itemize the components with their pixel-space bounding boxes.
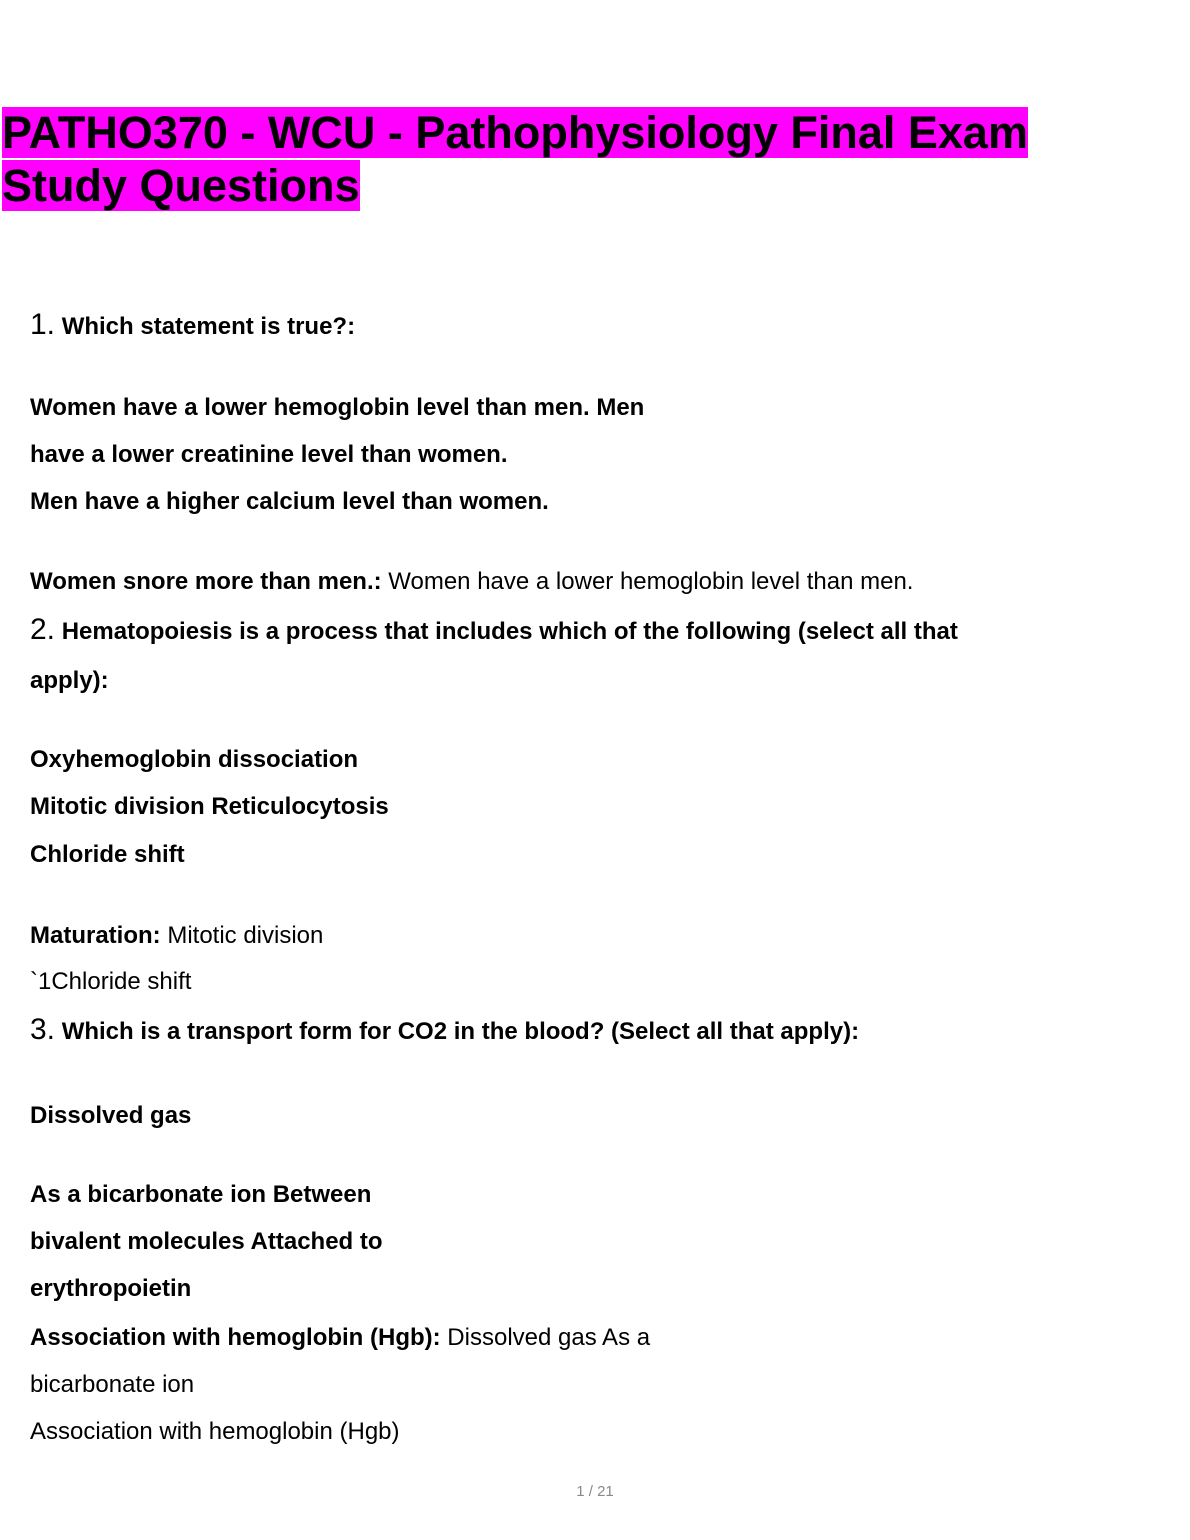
question-2-answer-extra: `1Chloride shift [30,968,192,995]
answer-label: Women snore more than men.: [30,568,382,595]
answer-text: Dissolved gas As a [440,1324,651,1351]
question-3-option: Dissolved gas [30,1102,192,1129]
question-2-prompt [30,615,958,647]
question-1-option: have a lower creatinine level than women. [30,441,508,468]
title-line-1: PATHO370 - WCU - Pathophysiology Final Exam [2,107,1028,158]
question-1-prompt [30,310,355,342]
question-text: Which is a transport form for CO2 in the blood? (Select all that apply): [61,1018,860,1045]
question-number: 3. [30,1013,56,1046]
question-1-option: Men have a higher calcium level than women. [30,488,549,515]
question-3-option: As a bicarbonate ion Between [30,1181,372,1208]
answer-text: Mitotic division [160,922,324,949]
question-2-option: Mitotic division Reticulocytosis [30,793,389,820]
question-1-answer [30,567,913,597]
question-text: Hematopoiesis is a process that includes which of the following (select all that [61,618,958,645]
question-3-answer-extra: bicarbonate ion [30,1371,195,1398]
question-2-option: Chloride shift [30,841,185,868]
document-title [2,106,1102,212]
question-1-option: Women have a lower hemoglobin level than men. Men [30,394,645,421]
question-3-prompt [30,1015,859,1047]
question-number: 2. [30,613,56,646]
question-3-answer-extra: Association with hemoglobin (Hgb) [30,1418,400,1445]
answer-label: Maturation: [30,922,161,949]
question-2-prompt-cont: apply): [30,667,109,694]
answer-text: Women have a lower hemoglobin level than men. [381,568,914,595]
question-3-answer [30,1323,650,1353]
question-2-answer [30,921,323,951]
question-2-option: Oxyhemoglobin dissociation [30,746,359,773]
question-3-option: erythropoietin [30,1275,192,1302]
title-line-2: Study Questions [2,160,360,211]
answer-label: Association with hemoglobin (Hgb): [30,1324,441,1351]
question-text: Which statement is true?: [61,313,356,340]
page-indicator: 1 / 21 [576,1483,614,1500]
question-3-option: bivalent molecules Attached to [30,1228,383,1255]
question-number: 1. [30,308,56,341]
